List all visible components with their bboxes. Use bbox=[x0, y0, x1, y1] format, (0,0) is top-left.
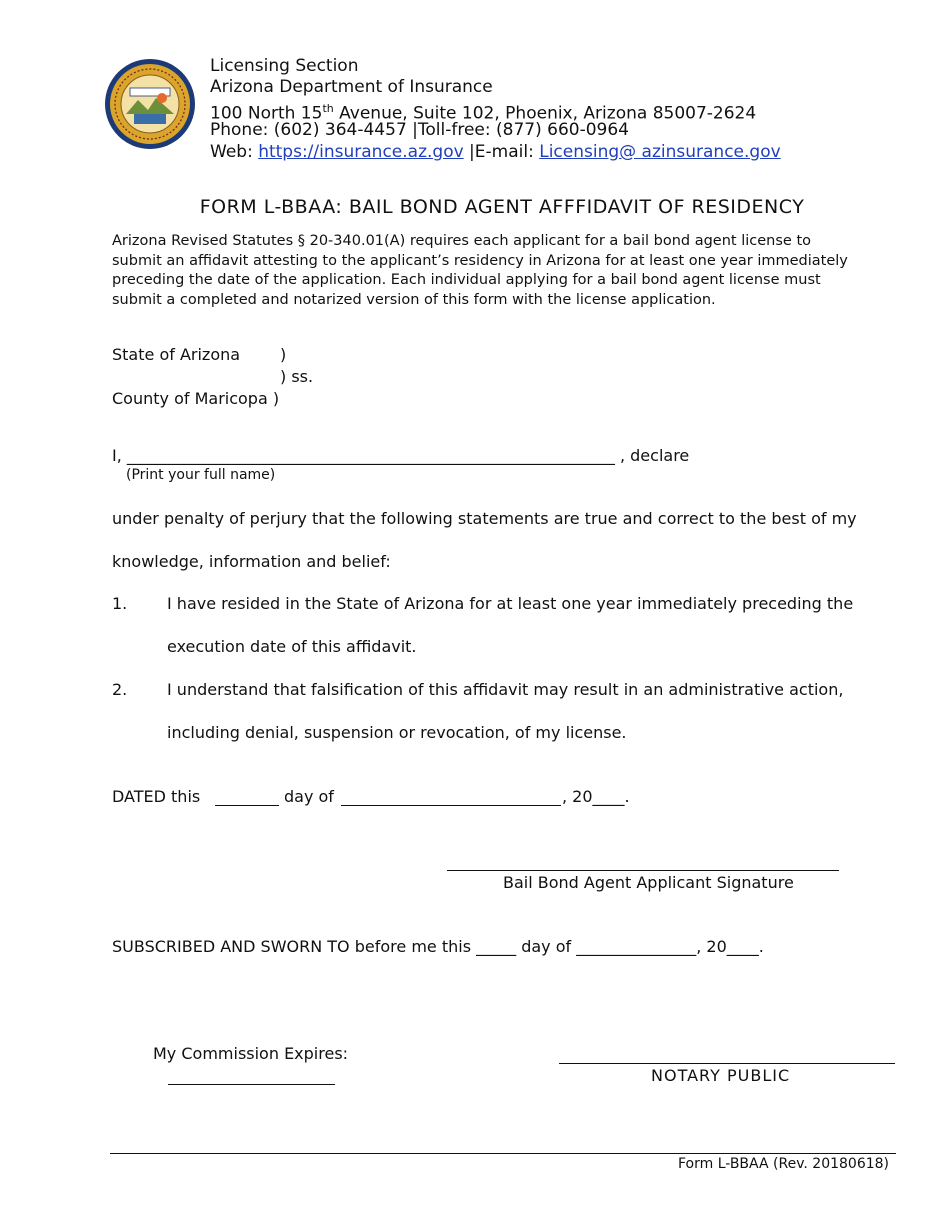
intro-line: submit a completed and notarized version of this form with the license application. bbox=[112, 291, 716, 308]
email-link[interactable]: Licensing@ azinsurance.gov bbox=[539, 142, 781, 162]
footer-divider bbox=[110, 1153, 896, 1154]
form-revision: Form L-BBAA (Rev. 20180618) bbox=[678, 1156, 890, 1172]
intro-line: preceding the date of the application. Each individual applying for a bail bond agent license must bbox=[112, 272, 821, 288]
department-name: Arizona Department of Insurance bbox=[210, 77, 493, 97]
venue-county: County of Maricopa ) bbox=[112, 389, 280, 408]
venue-state-paren: ) bbox=[280, 345, 287, 364]
venue-state: State of Arizona bbox=[112, 345, 241, 364]
commission-expires-label: My Commission Expires: bbox=[153, 1044, 349, 1063]
intro-line: submit an affidavit attesting to the applicant’s residency in Arizona for at least one year immediately bbox=[112, 252, 848, 269]
dated-day-of-label: day of bbox=[284, 787, 334, 806]
print-name-hint: (Print your full name) bbox=[126, 467, 276, 483]
applicant-signature-field[interactable] bbox=[447, 870, 839, 871]
sworn-statement[interactable]: SUBSCRIBED AND SWORN TO before me this _____ day of _______________, 20____. bbox=[112, 937, 764, 956]
website-link[interactable]: https://insurance.az.gov bbox=[258, 142, 464, 162]
form-title: FORM L-BBAA: BAIL BOND AGENT AFFFIDAVIT OF RESIDENCY bbox=[199, 196, 805, 218]
statement-1-line-2: execution date of this affidavit. bbox=[167, 637, 417, 656]
declaration-line-2: knowledge, information and belief: bbox=[112, 552, 391, 571]
department-phone: Phone: (602) 364-4457 |Toll-free: (877) 660-0964 bbox=[210, 120, 629, 140]
statement-2-line-1: I understand that falsification of this affidavit may result in an administrative action, bbox=[167, 680, 844, 699]
intro-paragraph bbox=[112, 232, 872, 310]
dated-year-label: , 20____. bbox=[562, 787, 630, 806]
statement-1-line-1: I have resided in the State of Arizona for at least one year immediately preceding the bbox=[167, 594, 854, 613]
statement-2-line-2: including denial, suspension or revocation, of my license. bbox=[167, 723, 627, 742]
applicant-signature-label: Bail Bond Agent Applicant Signature bbox=[503, 873, 794, 892]
department-address: 100 North 15th Avenue, Suite 102, Phoenix, Arizona 85007-2624 bbox=[210, 102, 757, 124]
department-contact: Web: https://insurance.az.gov |E-mail: Licensing@ azinsurance.gov bbox=[210, 142, 781, 162]
dated-month-field[interactable] bbox=[341, 805, 561, 806]
commission-expires-field[interactable] bbox=[168, 1084, 335, 1085]
statement-number: 2. bbox=[112, 680, 128, 699]
venue-ss: ) ss. bbox=[280, 367, 314, 386]
notary-public-label: NOTARY PUBLIC bbox=[651, 1066, 791, 1085]
licensing-section: Licensing Section bbox=[210, 56, 359, 76]
declarant-name-line[interactable]: I, _____________________________________________________________ , declare bbox=[112, 446, 690, 465]
dated-day-field[interactable] bbox=[215, 805, 279, 806]
intro-line: Arizona Revised Statutes § 20-340.01(A) requires each applicant for a bail bond agent license to bbox=[112, 233, 811, 249]
notary-signature-field[interactable] bbox=[559, 1063, 895, 1064]
declaration-line-1: under penalty of perjury that the following statements are true and correct to the best of my bbox=[112, 509, 857, 528]
dated-label: DATED this bbox=[112, 787, 201, 806]
statement-number: 1. bbox=[112, 594, 128, 613]
arizona-insurance-seal-icon bbox=[104, 58, 196, 150]
